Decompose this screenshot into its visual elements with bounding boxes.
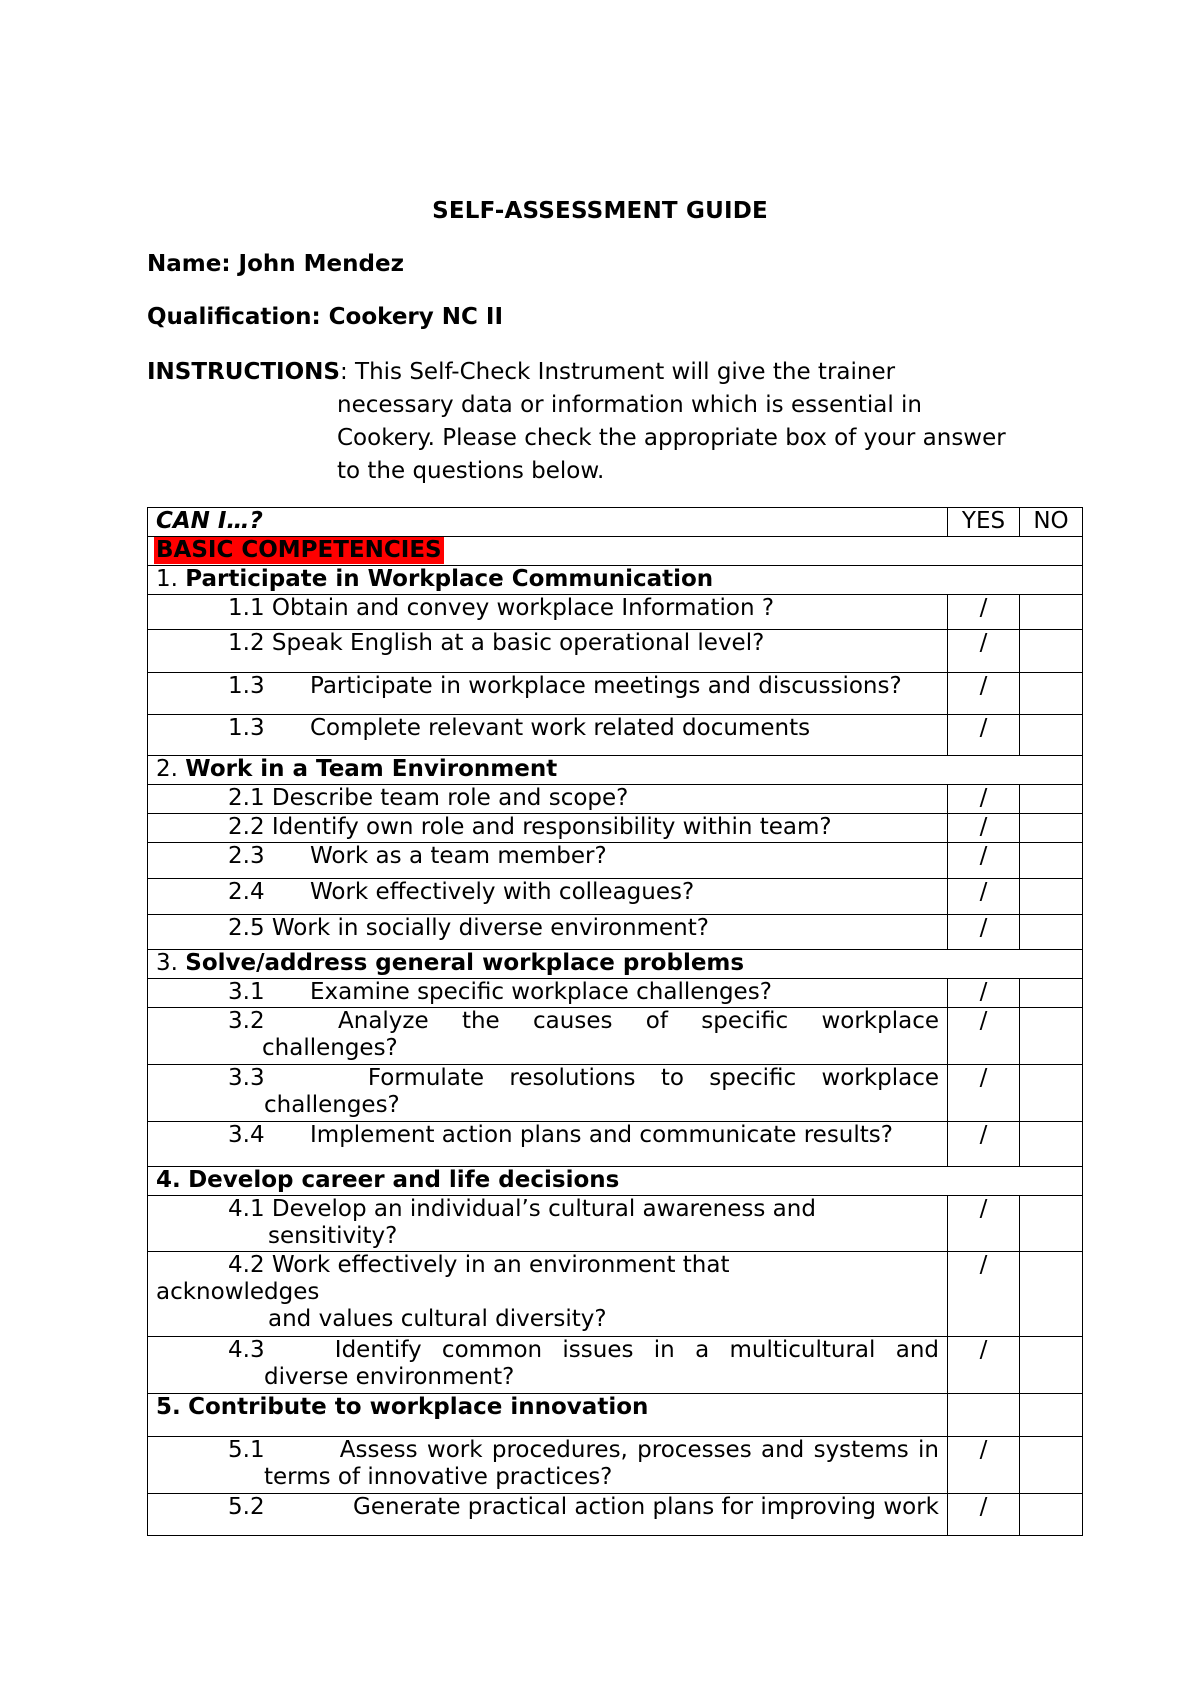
yes-cell[interactable]: / <box>948 1437 1020 1494</box>
table-row <box>148 785 1083 814</box>
item-text: Work effectively in an environment that <box>271 1252 730 1278</box>
no-cell[interactable] <box>1020 630 1083 673</box>
no-cell[interactable] <box>1020 1337 1083 1394</box>
table-row <box>148 715 1083 756</box>
no-cell[interactable] <box>1020 673 1083 715</box>
basic-competencies-row <box>148 537 1083 566</box>
no-cell[interactable] <box>1020 979 1083 1008</box>
no-cell[interactable] <box>1020 1122 1083 1167</box>
item-text: Participate in workplace meetings and discussions? <box>310 673 902 699</box>
yes-cell[interactable]: / <box>948 1196 1020 1252</box>
table-row <box>148 1122 1083 1167</box>
item-number: 2.2 <box>228 814 265 840</box>
table-header-row <box>148 508 1083 537</box>
no-cell[interactable] <box>1020 595 1083 630</box>
item-number: 1.2 <box>228 630 265 656</box>
instructions-label: INSTRUCTIONS <box>147 359 340 385</box>
section-number: 4. <box>156 1167 181 1193</box>
item-text-continued: challenges? <box>264 1092 400 1118</box>
item-number: 3.1 <box>228 979 265 1005</box>
item-text: Assess work procedures, processes and systems in <box>339 1437 939 1463</box>
table-row <box>148 1437 1083 1494</box>
header-can: CAN I…? <box>148 508 948 537</box>
section-number: 3. <box>156 950 178 976</box>
table-row <box>148 1196 1083 1252</box>
no-cell[interactable] <box>1020 843 1083 879</box>
item-text-continued-2: and values cultural diversity? <box>268 1306 607 1332</box>
no-cell[interactable] <box>1020 1196 1083 1252</box>
section-number: 5. <box>156 1394 181 1420</box>
yes-cell[interactable]: / <box>948 1122 1020 1167</box>
section-title: Work in a Team Environment <box>185 756 558 782</box>
yes-cell[interactable]: / <box>948 1252 1020 1337</box>
item-text-continued: challenges? <box>262 1035 398 1061</box>
no-cell[interactable] <box>1020 785 1083 814</box>
no-cell[interactable] <box>1020 1437 1083 1494</box>
item-text: Work as a team member? <box>310 843 607 869</box>
item-text: Generate practical action plans for improving work <box>353 1494 939 1520</box>
instructions-body <box>337 389 1067 488</box>
item-text-continued: acknowledges <box>156 1279 320 1305</box>
name-field: Name: John Mendez <box>147 251 404 277</box>
no-cell[interactable] <box>1020 1008 1083 1065</box>
page-title: SELF-ASSESSMENT GUIDE <box>432 198 768 224</box>
table-row <box>148 1494 1083 1536</box>
yes-cell[interactable]: / <box>948 1337 1020 1394</box>
self-assessment-table <box>147 507 1083 1536</box>
table-row <box>148 814 1083 843</box>
item-number: 1.3 <box>228 673 265 699</box>
yes-cell[interactable]: / <box>948 843 1020 879</box>
section-row <box>148 1167 1083 1196</box>
table-row <box>148 915 1083 950</box>
section-title: Participate in Workplace Communication <box>185 566 714 592</box>
table-row <box>148 843 1083 879</box>
section-number: 1. <box>156 566 178 592</box>
section-title: Contribute to workplace innovation <box>188 1394 649 1420</box>
item-text-continued: sensitivity? <box>268 1223 398 1249</box>
item-text-continued: diverse environment? <box>264 1364 515 1390</box>
table-row <box>148 1008 1083 1065</box>
no-cell[interactable] <box>1020 715 1083 756</box>
table-row <box>148 673 1083 715</box>
item-text: Identify common issues in a multicultural and <box>334 1337 939 1363</box>
item-number: 2.1 <box>228 785 265 811</box>
section-title: Develop career and life decisions <box>188 1167 620 1193</box>
yes-cell[interactable]: / <box>948 630 1020 673</box>
section-row <box>148 566 1083 595</box>
item-number: 2.3 <box>228 843 265 869</box>
table-row <box>148 1252 1083 1337</box>
no-cell[interactable] <box>1020 1494 1083 1536</box>
yes-cell[interactable]: / <box>948 595 1020 630</box>
item-number: 3.3 <box>228 1065 265 1091</box>
item-number: 1.1 <box>228 595 265 621</box>
instructions-line-3: Cookery. Please check the appropriate box of your answer <box>337 425 1006 451</box>
item-text: Work in socially diverse environment? <box>271 915 709 941</box>
item-number: 2.5 <box>228 915 265 941</box>
instructions-block <box>147 356 1067 484</box>
item-text: Work effectively with colleagues? <box>310 879 695 905</box>
item-number: 4.3 <box>228 1337 265 1363</box>
section-number: 2. <box>156 756 178 782</box>
item-text: Implement action plans and communicate results? <box>310 1122 893 1148</box>
no-cell[interactable] <box>1020 1252 1083 1337</box>
instructions-line-4: to the questions below. <box>337 458 605 484</box>
yes-cell[interactable]: / <box>948 814 1020 843</box>
table-row <box>148 1065 1083 1122</box>
basic-competencies-label: BASIC COMPETENCIES <box>156 537 442 563</box>
section-title: Solve/address general workplace problems <box>185 950 745 976</box>
table-row <box>148 595 1083 630</box>
item-text: Identify own role and responsibility within team? <box>271 814 832 840</box>
item-text: Develop an individual’s cultural awareness and <box>271 1196 816 1222</box>
no-cell[interactable] <box>1020 915 1083 950</box>
item-text: Examine specific workplace challenges? <box>310 979 772 1005</box>
yes-cell[interactable]: / <box>948 715 1020 756</box>
section-row <box>148 1394 1083 1437</box>
header-no: NO <box>1020 508 1083 537</box>
item-number: 3.2 <box>228 1008 265 1034</box>
item-number: 4.1 <box>228 1196 265 1222</box>
item-number: 5.2 <box>228 1494 265 1520</box>
item-number: 1.3 <box>228 715 265 741</box>
yes-cell[interactable]: / <box>948 673 1020 715</box>
instructions-line-1: : This Self-Check Instrument will give the trainer <box>339 359 896 385</box>
yes-cell[interactable]: / <box>948 915 1020 950</box>
item-text-continued: terms of innovative practices? <box>264 1464 613 1490</box>
section-row <box>148 950 1083 979</box>
header-yes: YES <box>948 508 1020 537</box>
qualification-field: Qualification: Cookery NC II <box>147 304 504 330</box>
instructions-line-2: necessary data or information which is essential in <box>337 392 922 418</box>
yes-cell[interactable]: / <box>948 1008 1020 1065</box>
table-row <box>148 979 1083 1008</box>
table-row <box>148 630 1083 673</box>
section-row <box>148 756 1083 785</box>
yes-cell[interactable]: / <box>948 785 1020 814</box>
item-text: Describe team role and scope? <box>271 785 629 811</box>
yes-cell[interactable]: / <box>948 879 1020 915</box>
table-row <box>148 879 1083 915</box>
item-number: 4.2 <box>228 1252 265 1278</box>
item-text: Speak English at a basic operational level? <box>271 630 765 656</box>
yes-cell[interactable]: / <box>948 1065 1020 1122</box>
item-text: Obtain and convey workplace Information ? <box>271 595 775 621</box>
item-number: 3.4 <box>228 1122 265 1148</box>
yes-cell[interactable]: / <box>948 1494 1020 1536</box>
no-cell[interactable] <box>1020 879 1083 915</box>
item-text: Complete relevant work related documents <box>310 715 811 741</box>
table-row <box>148 1337 1083 1394</box>
item-number: 5.1 <box>228 1437 265 1463</box>
item-text: Analyze the causes of specific workplace <box>338 1008 939 1034</box>
yes-cell[interactable]: / <box>948 979 1020 1008</box>
no-cell[interactable] <box>1020 814 1083 843</box>
item-number: 2.4 <box>228 879 265 905</box>
no-cell[interactable] <box>1020 1065 1083 1122</box>
item-text: Formulate resolutions to specific workplace <box>367 1065 939 1091</box>
